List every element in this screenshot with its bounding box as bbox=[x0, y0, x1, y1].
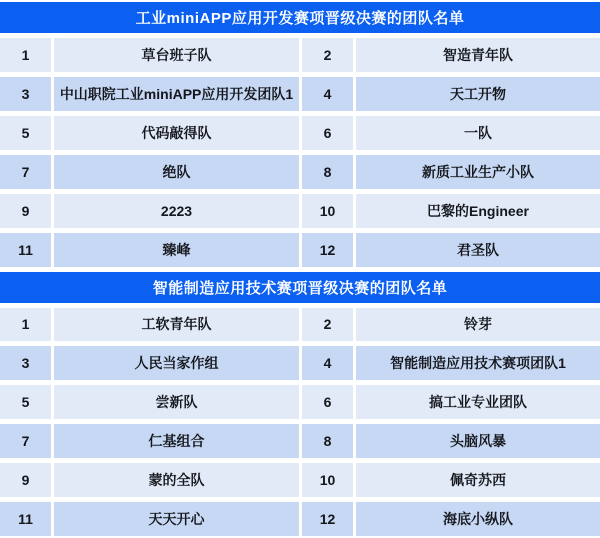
team-name-cell: 工软青年队 bbox=[54, 308, 299, 342]
table-row bbox=[0, 116, 600, 150]
rank-cell: 11 bbox=[0, 502, 51, 536]
team-name-cell: 巴黎的Engineer bbox=[356, 194, 600, 228]
table-title-manufacturing: 智能制造应用技术赛项晋级决赛的团队名单 bbox=[0, 272, 600, 303]
team-name-cell: 海底小纵队 bbox=[356, 502, 600, 536]
table-row bbox=[0, 463, 600, 497]
rank-cell: 10 bbox=[302, 194, 353, 228]
team-name-cell: 绝队 bbox=[54, 155, 299, 189]
team-name-cell: 一队 bbox=[356, 116, 600, 150]
table-row bbox=[0, 233, 600, 267]
rank-cell: 10 bbox=[302, 463, 353, 497]
table-body-manufacturing bbox=[0, 308, 600, 537]
team-name-cell: 2223 bbox=[54, 194, 299, 228]
team-name-cell: 搞工业专业团队 bbox=[356, 385, 600, 419]
rank-cell: 8 bbox=[302, 424, 353, 458]
table-section-manufacturing bbox=[0, 272, 600, 537]
rank-cell: 4 bbox=[302, 77, 353, 111]
table-row bbox=[0, 308, 600, 342]
team-name-cell: 君圣队 bbox=[356, 233, 600, 267]
team-name-cell: 新质工业生产小队 bbox=[356, 155, 600, 189]
team-name-cell: 中山职院工业miniAPP应用开发团队1 bbox=[54, 77, 299, 111]
rank-cell: 1 bbox=[0, 38, 51, 72]
rank-cell: 5 bbox=[0, 116, 51, 150]
team-name-cell: 尝新队 bbox=[54, 385, 299, 419]
team-name-cell: 天天开心 bbox=[54, 502, 299, 536]
team-name-cell: 臻峰 bbox=[54, 233, 299, 267]
table-row bbox=[0, 502, 600, 536]
rank-cell: 6 bbox=[302, 116, 353, 150]
team-name-cell: 蒙的全队 bbox=[54, 463, 299, 497]
rank-cell: 2 bbox=[302, 308, 353, 342]
rank-cell: 2 bbox=[302, 38, 353, 72]
rank-cell: 1 bbox=[0, 308, 51, 342]
table-row bbox=[0, 424, 600, 458]
rank-cell: 9 bbox=[0, 194, 51, 228]
team-name-cell: 铃芽 bbox=[356, 308, 600, 342]
rank-cell: 8 bbox=[302, 155, 353, 189]
team-name-cell: 天工开物 bbox=[356, 77, 600, 111]
rank-cell: 3 bbox=[0, 77, 51, 111]
table-row bbox=[0, 346, 600, 380]
team-name-cell: 草台班子队 bbox=[54, 38, 299, 72]
table-row bbox=[0, 155, 600, 189]
rank-cell: 9 bbox=[0, 463, 51, 497]
table-row bbox=[0, 38, 600, 72]
rank-cell: 11 bbox=[0, 233, 51, 267]
table-row bbox=[0, 385, 600, 419]
team-name-cell: 头脑风暴 bbox=[356, 424, 600, 458]
rank-cell: 5 bbox=[0, 385, 51, 419]
rank-cell: 12 bbox=[302, 233, 353, 267]
table-row bbox=[0, 194, 600, 228]
rank-cell: 4 bbox=[302, 346, 353, 380]
rank-cell: 3 bbox=[0, 346, 51, 380]
team-name-cell: 人民当家作组 bbox=[54, 346, 299, 380]
table-body-miniapp bbox=[0, 38, 600, 267]
rank-cell: 6 bbox=[302, 385, 353, 419]
rank-cell: 7 bbox=[0, 155, 51, 189]
team-name-cell: 智能制造应用技术赛项团队1 bbox=[356, 346, 600, 380]
team-name-cell: 仁基组合 bbox=[54, 424, 299, 458]
table-section-miniapp bbox=[0, 2, 600, 267]
team-name-cell: 智造青年队 bbox=[356, 38, 600, 72]
team-name-cell: 佩奇苏西 bbox=[356, 463, 600, 497]
rank-cell: 7 bbox=[0, 424, 51, 458]
table-title-miniapp: 工业miniAPP应用开发赛项晋级决赛的团队名单 bbox=[0, 2, 600, 33]
team-name-cell: 代码敲得队 bbox=[54, 116, 299, 150]
rank-cell: 12 bbox=[302, 502, 353, 536]
table-row bbox=[0, 77, 600, 111]
